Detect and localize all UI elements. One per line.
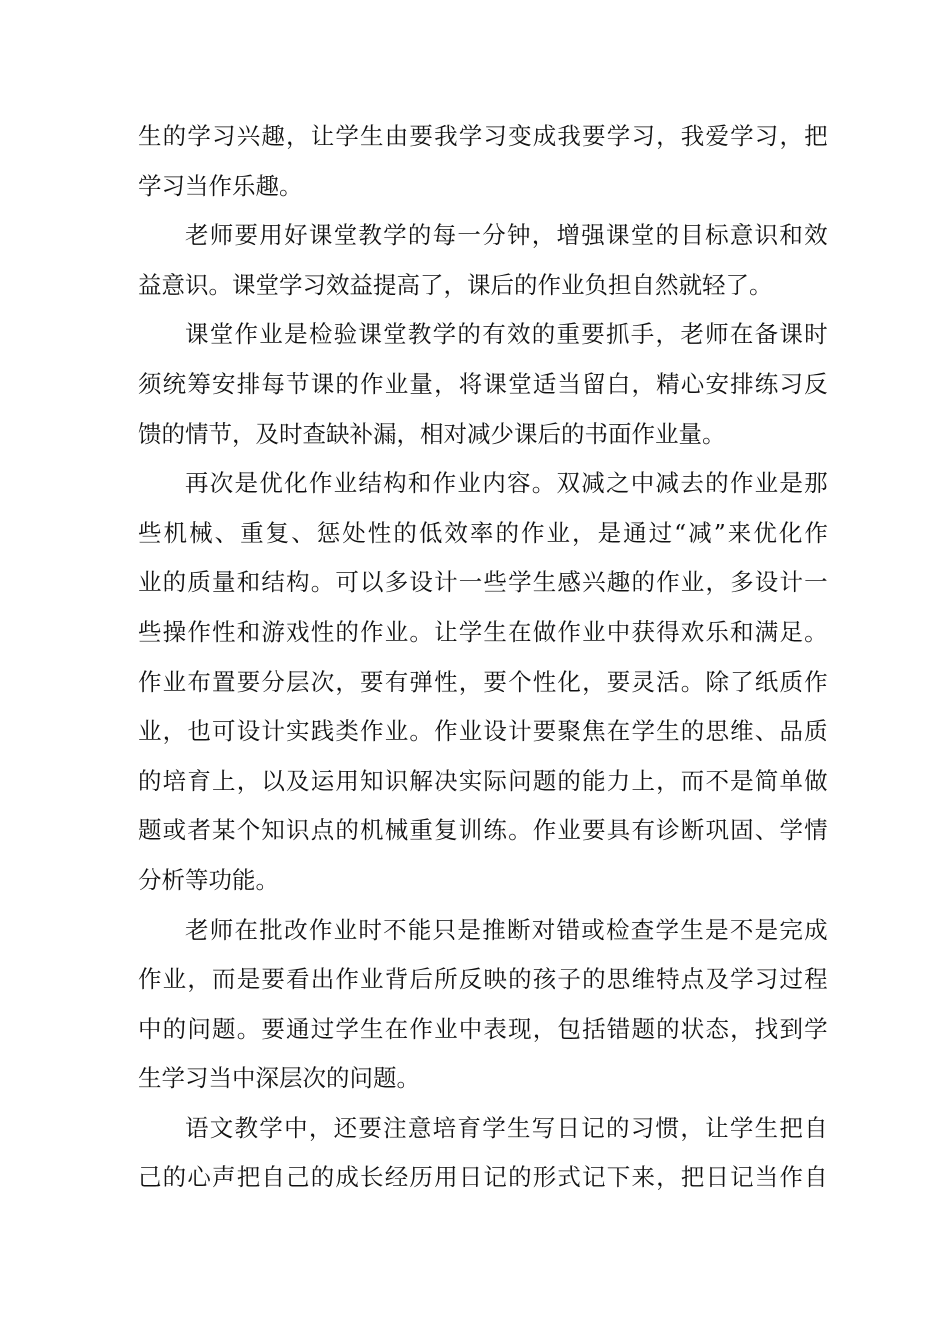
text-line: 再 次 是 优 化 作 业 结 构 和 作 业 内 容 。 双 减 之 中 减 去 的 作 业 是 那 — [185, 469, 828, 498]
paragraph — [138, 211, 828, 310]
paragraph — [138, 1104, 828, 1203]
text-line: 老 师 要 用 好 课 堂 教 学 的 每 一 分 钟 ， 增 强 课 堂 的 目 标 意 识 和 效 — [185, 221, 828, 250]
text-line: 作 业 ， 而 是 要 看 出 作 业 背 后 所 反 映 的 孩 子 的 思 维 特 点 及 学 习 过 程 — [138, 965, 828, 994]
text-line: 须 统 筹 安 排 每 节 课 的 作 业 量 ， 将 课 堂 适 当 留 白 ， 精 心 安 排 练 习 反 — [138, 369, 828, 398]
text-line: 作 业 布 置 要 分 层 次 ， 要 有 弹 性 ， 要 个 性 化 ， 要 灵 活 。 除 了 纸 质 作 — [138, 667, 828, 696]
text-line: 馈的情节，及时查缺补漏，相对减少课后的书面作业量。 — [138, 419, 726, 448]
text-line: 分析等功能。 — [138, 865, 279, 894]
text-line: 业 ， 也 可 设 计 实 践 类 作 业 。 作 业 设 计 要 聚 焦 在 学 生 的 思 维 、 品 质 — [138, 717, 828, 746]
text-line: 益意识。课堂学习效益提高了，课后的作业负担自然就轻了。 — [138, 270, 773, 299]
paragraph — [138, 459, 828, 905]
paragraph — [138, 112, 828, 211]
text-line: 课 堂 作 业 是 检 验 课 堂 教 学 的 有 效 的 重 要 抓 手 ， 老 师 在 备 课 时 — [185, 320, 828, 349]
text-line: 的 培 育 上 ， 以 及 运 用 知 识 解 决 实 际 问 题 的 能 力 上 ， 而 不 是 简 单 做 — [138, 766, 828, 795]
paragraph — [138, 906, 828, 1104]
text-line: 生 的 学 习 兴 趣 ， 让 学 生 由 要 我 学 习 变 成 我 要 学 习 ， 我 爱 学 习 ， 把 — [138, 122, 828, 150]
text-line: 中 的 问 题 。 要 通 过 学 生 在 作 业 中 表 现 ， 包 括 错 题 的 状 态 ， 找 到 学 — [138, 1014, 828, 1043]
text-line: 业 的 质 量 和 结 构 。 可 以 多 设 计 一 些 学 生 感 兴 趣 的 作 业 ， 多 设 计 一 — [138, 568, 828, 597]
text-line: 学习当作乐趣。 — [138, 171, 303, 200]
paragraph — [138, 310, 828, 459]
text-line: 些 机 械 、 重 复 、 惩 处 性 的 低 效 率 的 作 业 ， 是 通 过 “ 减 ” 来 优 化 作 — [138, 518, 828, 547]
text-line: 老 师 在 批 改 作 业 时 不 能 只 是 推 断 对 错 或 检 查 学 生 是 不 是 完 成 — [185, 915, 828, 944]
document-body — [138, 112, 828, 1203]
text-line: 语 文 教 学 中 ， 还 要 注 意 培 育 学 生 写 日 记 的 习 惯 ， 让 学 生 把 自 — [185, 1113, 828, 1142]
text-line: 些 操 作 性 和 游 戏 性 的 作 业 。 让 学 生 在 做 作 业 中 获 得 欢 乐 和 满 足 。 — [138, 617, 828, 646]
text-line: 题 或 者 某 个 知 识 点 的 机 械 重 复 训 练 。 作 业 要 具 有 诊 断 巩 固 、 学 情 — [138, 816, 828, 845]
text-line: 生学习当中深层次的问题。 — [138, 1064, 420, 1093]
text-line: 己 的 心 声 把 自 己 的 成 长 经 历 用 日 记 的 形 式 记 下 来 ， 把 日 记 当 作 自 — [138, 1163, 828, 1192]
